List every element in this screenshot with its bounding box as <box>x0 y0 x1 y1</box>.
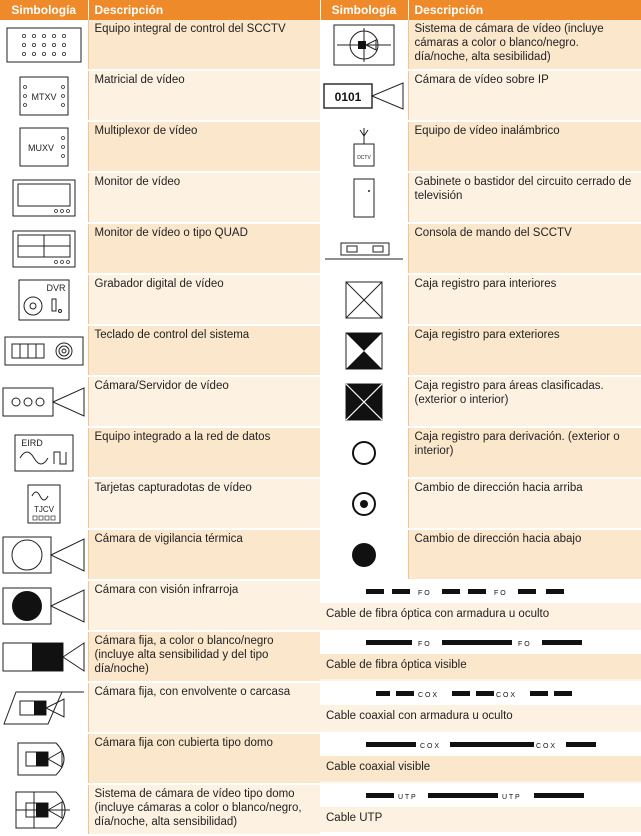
armored-fiber-line-icon <box>320 581 641 603</box>
visible-coax-line-icon <box>320 734 641 756</box>
video-multiplexer-icon <box>0 121 88 172</box>
desc-cabinet: Gabinete o bastidor del circuito cerrado de televisión <box>408 172 641 223</box>
desc-fixed-camera: Cámara fija, a color o blanco/negro (incluye alta sensibilidad y del tipo día/noche) <box>88 631 320 682</box>
control-panel-icon <box>0 20 88 70</box>
desc-infrared-camera: Cámara con visión infrarroja <box>88 580 320 631</box>
svg-text:F O: F O <box>493 590 506 597</box>
desc-video-monitor: Monitor de vídeo <box>88 172 320 223</box>
branch-box-icon <box>320 427 408 478</box>
svg-text:C O X: C O X <box>535 743 555 750</box>
desc-thermal-camera: Cámara de vigilancia térmica <box>88 529 320 580</box>
desc-console: Consola de mando del SCCTV <box>408 223 641 274</box>
header-symbol-right: Simbología <box>320 0 408 20</box>
ptz-dome-camera-icon <box>0 784 88 835</box>
svg-text:F O: F O <box>417 590 430 597</box>
svg-text:C O X: C O X <box>495 692 515 699</box>
indoor-box-icon <box>320 274 408 325</box>
svg-text:EIRD: EIRD <box>20 437 43 448</box>
wireless-video-icon <box>320 121 408 172</box>
svg-text:F O: F O <box>417 641 430 648</box>
desc-dvr: Grabador digital de vídeo <box>88 274 320 325</box>
desc-network-device: Equipo integrado a la red de datos <box>88 427 320 478</box>
thermal-camera-icon <box>0 529 88 580</box>
header-symbol-left: Simbología <box>0 0 88 20</box>
desc-outdoor-box: Caja registro para exteriores <box>408 325 641 376</box>
desc-keyboard: Teclado de control del sistema <box>88 325 320 376</box>
desc-ptz-dome-camera: Sistema de cámara de vídeo tipo domo (incluye cámaras a color o blanco/negro, día/noche, alta sensibilidad) <box>88 784 320 835</box>
quad-monitor-icon <box>0 223 88 274</box>
dvr-icon <box>0 274 88 325</box>
desc-quad-monitor: Monitor de vídeo o tipo QUAD <box>88 223 320 274</box>
desc-armored-fiber: Cable de fibra óptica con armadura u oculto <box>320 603 641 629</box>
desc-utp: Cable UTP <box>320 807 641 832</box>
desc-classified-box: Caja registro para áreas clasificadas. (exterior o interior) <box>408 376 641 427</box>
cable-cell-3 <box>320 682 641 733</box>
armored-coax-line-icon <box>320 683 641 705</box>
desc-housed-camera: Cámara fija, con envolvente o carcasa <box>88 682 320 733</box>
cabinet-icon <box>320 172 408 223</box>
desc-visible-fiber: Cable de fibra óptica visible <box>320 654 641 679</box>
desc-wireless-video: Equipo de vídeo inalámbrico <box>408 121 641 172</box>
direction-down-icon <box>320 529 408 580</box>
desc-branch-box: Caja registro para derivación. (exterior o interior) <box>408 427 641 478</box>
svg-text:MTXV: MTXV <box>31 91 57 102</box>
cable-cell-2 <box>320 631 641 682</box>
video-monitor-icon <box>0 172 88 223</box>
svg-text:C O X: C O X <box>417 692 437 699</box>
outdoor-box-icon <box>320 325 408 376</box>
header-description-right: Descripción <box>408 0 641 20</box>
classified-box-icon <box>320 376 408 427</box>
housed-camera-icon <box>0 682 88 733</box>
header-description-left: Descripción <box>88 0 320 20</box>
svg-text:DCTV: DCTV <box>356 154 371 161</box>
desc-ip-camera: Cámara de vídeo sobre IP <box>408 70 641 121</box>
direction-up-icon <box>320 478 408 529</box>
desc-visible-coax: Cable coaxial visible <box>320 756 641 781</box>
desc-video-multiplexer: Multiplexor de vídeo <box>88 121 320 172</box>
desc-capture-card: Tarjetas capturadotas de vídeo <box>88 478 320 529</box>
network-device-icon <box>0 427 88 478</box>
utp-line-icon <box>320 785 641 807</box>
svg-text:MUXV: MUXV <box>27 142 54 153</box>
desc-direction-up: Cambio de dirección hacia arriba <box>408 478 641 529</box>
camera-server-icon <box>0 376 88 427</box>
infrared-camera-icon <box>0 580 88 631</box>
cable-cell-4 <box>320 733 641 784</box>
desc-indoor-box: Caja registro para interiores <box>408 274 641 325</box>
svg-text:0101: 0101 <box>334 89 362 104</box>
svg-text:U T P: U T P <box>501 794 520 801</box>
capture-card-icon <box>0 478 88 529</box>
desc-camera-server: Cámara/Servidor de vídeo <box>88 376 320 427</box>
svg-text:DVR: DVR <box>46 282 66 293</box>
desc-armored-coax: Cable coaxial con armadura u oculto <box>320 705 641 730</box>
cable-cell-5 <box>320 784 641 835</box>
svg-text:C O X: C O X <box>419 743 439 750</box>
cable-cell-1 <box>320 580 641 631</box>
desc-camera-system: Sistema de cámara de vídeo (incluye cámaras a color o blanco/negro. día/noche, alta sesibilidad) <box>408 20 641 70</box>
dome-camera-icon <box>0 733 88 784</box>
keyboard-icon <box>0 325 88 376</box>
desc-video-matrix: Matricial de vídeo <box>88 70 320 121</box>
svg-text:TJCV: TJCV <box>33 504 54 514</box>
desc-direction-down: Cambio de dirección hacia abajo <box>408 529 641 580</box>
video-matrix-icon <box>0 70 88 121</box>
svg-text:U T P: U T P <box>397 794 416 801</box>
svg-text:F O: F O <box>517 641 530 648</box>
fixed-camera-icon <box>0 631 88 682</box>
visible-fiber-line-icon <box>320 632 641 654</box>
desc-dome-camera: Cámara fija con cubierta tipo domo <box>88 733 320 784</box>
desc-control-equipment: Equipo integral de control del SCCTV <box>88 20 320 70</box>
ip-camera-icon <box>320 70 408 121</box>
console-icon <box>320 223 408 274</box>
camera-system-icon <box>320 20 408 70</box>
